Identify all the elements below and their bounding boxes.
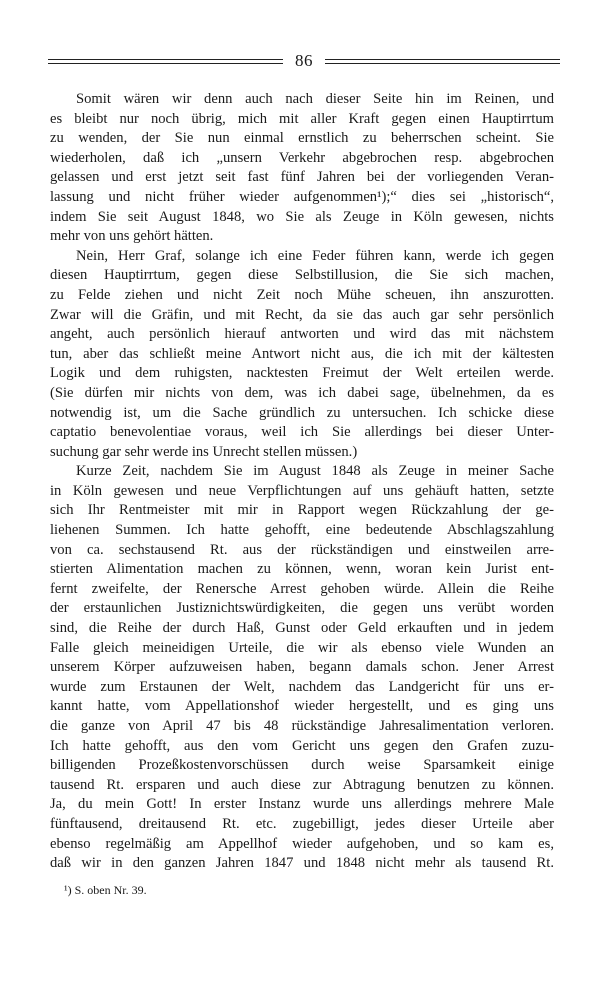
text-line: Somit wären wir denn auch nach dieser Seite hin im Reinen, und xyxy=(76,91,554,107)
text-line: fünftausend, dreitausend Rt. etc. zugebilligt, jedes dieser Urteile aber xyxy=(50,815,554,832)
text-line: Falle gleich meineidigen Urteile, die wir als ebenso viele Wunden an xyxy=(50,639,554,656)
text-line: der erstaunlichen Justiznichtswürdigkeiten, die gegen uns verübt worden xyxy=(50,600,554,617)
text-line: Ja, du mein Gott! In erster Instanz wurde uns allerdings mehrere Male xyxy=(50,796,554,813)
text-line: ebenso regelmäßig am Appellhof wieder aufgehoben, und so kam es, xyxy=(50,835,554,852)
text-line: fernt zweifelte, der Renersche Arrest gehoben würde. Allein die Reihe xyxy=(50,580,554,597)
text-line: (Sie dürfen mir nichts von dem, was ich dabei sage, übelnehmen, da es xyxy=(50,384,554,401)
footnote xyxy=(64,882,147,898)
text-line: Zwar will die Gräfin, und mit Recht, da sie das auch gar sehr persönlich xyxy=(50,306,554,323)
paragraph-1 xyxy=(50,90,554,247)
text-line: sind, die Reihe der durch Haß, Gunst oder Geld erkauften und in jedem xyxy=(50,620,554,637)
paragraph-3 xyxy=(50,462,554,873)
header-rule-left xyxy=(48,59,283,64)
paragraph-2 xyxy=(50,247,554,463)
text-line: zu Felde ziehen und nicht Zeit noch Mühe scheuen, ihn anszurotten. xyxy=(50,286,554,303)
text-line: suchung gar sehr werde ins Unrecht stellen müssen.) xyxy=(50,443,358,460)
text-line: diesen Hauptirrtum, gegen diese Selbstillusion, die Sie sich machen, xyxy=(50,267,554,284)
page-header xyxy=(48,50,560,72)
footnote-text: S. oben Nr. 39. xyxy=(74,883,147,897)
text-line: daß wir in den ganzen Jahren 1847 und 1848 nicht mehr als tausend Rt. xyxy=(50,855,554,872)
text-line: notwendig ist, um die Sache gründlich zu untersuchen. Ich schicke diese xyxy=(50,404,554,421)
text-line: die ganze von April 47 bis 48 rückständige Jahresalimentation verloren. xyxy=(50,718,554,734)
text-line: stierten Alimentation machen zu können, wenn, woran kein Jurist ent- xyxy=(50,561,554,578)
header-rule-right xyxy=(325,59,560,64)
text-line: sich Ihr Rentmeister mit mir in Rapport wegen Rückzahlung der ge- xyxy=(50,502,554,519)
text-line: Kurze Zeit, nachdem Sie im August 1848 als Zeuge in meiner Sache xyxy=(76,463,554,480)
text-line: angeht, auch persönlich hierauf antworten und wird das mit nächstem xyxy=(50,326,554,343)
text-line: wurde zum Erstaunen der Welt, nachdem das Landgericht für uns er- xyxy=(50,678,554,695)
text-line: von ca. sechstausend Rt. aus der rückständigen und einstweilen arre- xyxy=(50,541,554,558)
text-line: captatio benevolentiae voraus, weil ich Sie allerdings bei dieser Unter- xyxy=(50,424,554,441)
text-line: liehenen Summen. Ich hatte gehofft, eine bedeutende Abschlagszahlung xyxy=(50,522,554,539)
text-line: wiederholen, daß ich „unsern Verkehr abgebrochen resp. abgebrochen xyxy=(50,149,554,166)
text-line: mehr von uns gehört hätten. xyxy=(50,228,214,245)
text-line: kannt hatte, vom Appellationshof wieder hergestellt, und es ging uns xyxy=(50,698,554,715)
footnote-marker: ¹) xyxy=(64,883,72,897)
page-number: 86 xyxy=(295,51,313,70)
text-line: lassung und nicht früher wieder aufgenommen¹);“ dies sei „historisch“, xyxy=(50,188,554,205)
text-line: Nein, Herr Graf, solange ich eine Feder führen kann, werde ich gegen xyxy=(76,247,554,264)
text-line: indem Sie seit August 1848, wo Sie als Zeuge in Köln gewesen, nichts xyxy=(50,208,554,225)
body-text xyxy=(50,90,554,874)
text-line: in Köln gewesen und neue Verpflichtungen auf uns gehäuft hatten, setzte xyxy=(50,482,554,499)
text-line: Ich hatte gehofft, aus den vom Gericht uns gegen den Grafen zuzu- xyxy=(50,737,554,754)
text-line: tun, aber das schließt meine Antwort nicht aus, die ich mit der kältesten xyxy=(50,345,554,362)
text-line: tausend Rt. ersparen und auch diese zur Abtragung benutzen zu können. xyxy=(50,776,554,793)
text-line: es bleibt nur noch übrig, mich mit aller Kraft gegen einen Hauptirrtum xyxy=(50,110,554,127)
text-line: Logik und dem ruhigsten, nacktesten Freimut der Welt erteilen werde. xyxy=(50,365,554,382)
text-line: zu wenden, der Sie nun einmal ernstlich zu beherrschen scheint. Sie xyxy=(50,130,554,147)
text-line: billigenden Prozeßkostenvorschüssen durch weise Sparsamkeit einige xyxy=(50,757,554,774)
text-line: gelassen und erst jetzt seit fast fünf Jahren bei der vorliegenden Veran- xyxy=(50,169,554,186)
text-line: unserem Körper aufzuweisen haben, begann damals schon. Jener Arrest xyxy=(50,659,554,676)
